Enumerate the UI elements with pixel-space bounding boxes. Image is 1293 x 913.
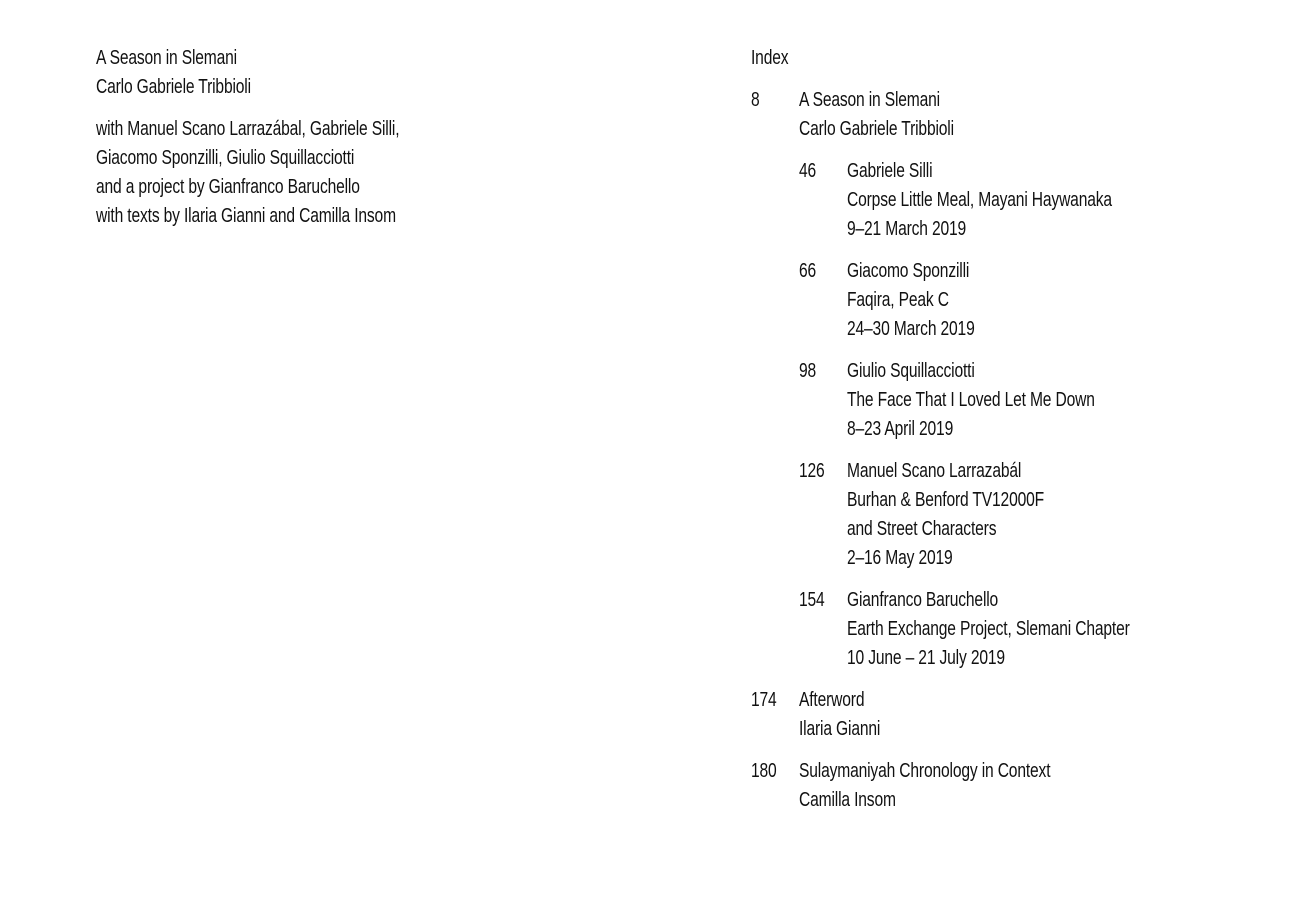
book-title: A Season in Slemani — [96, 47, 237, 69]
index-subentry[interactable] — [799, 357, 1271, 444]
work-title: The Face That I Loved Let Me Down — [847, 389, 1095, 411]
index-entry-chronology[interactable] — [751, 757, 1271, 815]
index-page — [751, 44, 1271, 828]
entry-title: A Season in Slemani — [799, 89, 940, 111]
entry-title: Afterword — [799, 689, 865, 711]
credits-line: Giacomo Sponzilli, Giulio Squillacciotti — [96, 147, 355, 169]
entry-author: Carlo Gabriele Tribbioli — [799, 118, 954, 140]
entry-author: Camilla Insom — [799, 789, 896, 811]
artist-name: Gabriele Silli — [847, 160, 933, 182]
page-number: 180 — [751, 760, 777, 782]
date-range: 9–21 March 2019 — [847, 218, 967, 240]
artist-name: Giulio Squillacciotti — [847, 360, 975, 382]
index-subentry[interactable] — [799, 457, 1271, 573]
date-range: 8–23 April 2019 — [847, 418, 954, 440]
subentries — [799, 157, 1271, 673]
page-number: 154 — [799, 589, 825, 611]
entry-title: Sulaymaniyah Chronology in Context — [799, 760, 1051, 782]
index-subentry[interactable] — [799, 586, 1271, 673]
work-title: and Street Characters — [847, 518, 997, 540]
artist-name: Manuel Scano Larrazabál — [847, 460, 1022, 482]
index-entry-main[interactable] — [751, 86, 1271, 673]
page-number: 174 — [751, 689, 777, 711]
date-range: 10 June – 21 July 2019 — [847, 647, 1005, 669]
index-subentry[interactable] — [799, 257, 1271, 344]
date-range: 2–16 May 2019 — [847, 547, 953, 569]
index-heading: Index — [751, 47, 789, 69]
index-subentry[interactable] — [799, 157, 1271, 244]
book-author: Carlo Gabriele Tribbioli — [96, 76, 251, 98]
credits-line: and a project by Gianfranco Baruchello — [96, 176, 360, 198]
index-entry-afterword[interactable] — [751, 686, 1271, 744]
date-range: 24–30 March 2019 — [847, 318, 975, 340]
page-number: 98 — [799, 360, 817, 382]
work-title: Corpse Little Meal, Mayani Haywanaka — [847, 189, 1112, 211]
page-number: 8 — [751, 89, 760, 111]
work-title: Faqira, Peak C — [847, 289, 949, 311]
artist-name: Gianfranco Baruchello — [847, 589, 999, 611]
work-title: Burhan & Benford TV12000F — [847, 489, 1045, 511]
artist-name: Giacomo Sponzilli — [847, 260, 970, 282]
left-page — [96, 44, 656, 231]
page-number: 126 — [799, 460, 825, 482]
work-title: Earth Exchange Project, Slemani Chapter — [847, 618, 1130, 640]
page-number: 66 — [799, 260, 817, 282]
credits-line: with Manuel Scano Larrazábal, Gabriele Silli, — [96, 118, 400, 140]
credits-line: with texts by Ilaria Gianni and Camilla Insom — [96, 205, 396, 227]
page-number: 46 — [799, 160, 817, 182]
entry-author: Ilaria Gianni — [799, 718, 881, 740]
credits-block — [96, 115, 656, 231]
